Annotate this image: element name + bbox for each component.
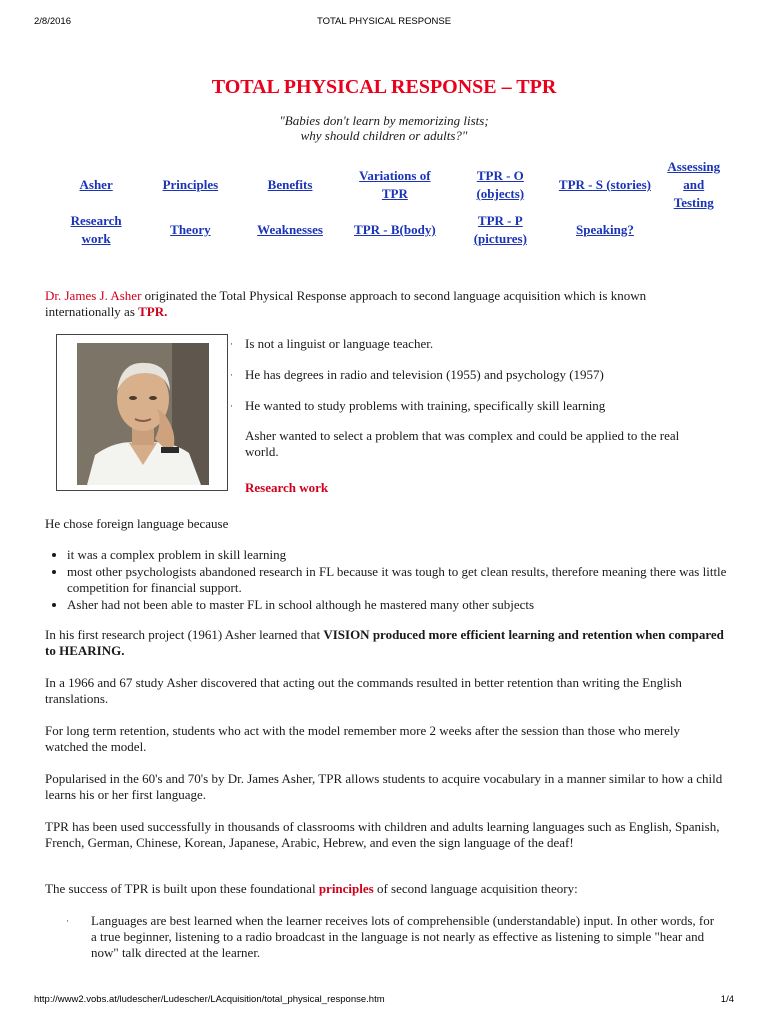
nav-link-benefits[interactable]: Benefits: [267, 177, 313, 192]
asher-photo-frame: [56, 334, 228, 491]
quote: [0, 113, 768, 143]
principles-intro-text-end: of second language acquisition theory:: [373, 881, 578, 896]
asher-photo: [77, 343, 209, 485]
principles-intro-text: The success of TPR is built upon these foundational: [45, 881, 319, 896]
print-title: TOTAL PHYSICAL RESPONSE: [316, 16, 452, 27]
page-title: TOTAL PHYSICAL RESPONSE – TPR: [211, 76, 557, 98]
nav-link-weaknesses[interactable]: Weaknesses: [257, 222, 323, 237]
asher-problem: Asher wanted to select a problem that was complex and could be applied to the real world.: [245, 428, 680, 459]
paragraph: In a 1966 and 67 study Asher discovered that acting out the commands resulted in better retention than writing the English translations.: [45, 675, 682, 706]
asher-name: Dr. James J. Asher: [45, 288, 142, 303]
intro-paragraph: [45, 288, 725, 320]
nav-link-theory[interactable]: Theory: [170, 222, 211, 237]
first-project-text: In his first research project (1961) Asher learned that: [45, 627, 324, 642]
asher-point-text: Is not a linguist or language teacher.: [245, 336, 434, 351]
bullet-dot: ·: [230, 339, 233, 349]
nav-link-asher[interactable]: Asher: [79, 177, 113, 192]
research-work-link[interactable]: Research work: [245, 480, 329, 495]
nav-link-tpr-objects[interactable]: TPR - O (objects): [476, 168, 525, 201]
list-item: • Asher had not been able to master FL in school although he mastered many other subjects: [67, 597, 747, 613]
asher-point: [230, 336, 710, 352]
paragraph: For long term retention, students who act with the model remember more 2 weeks after the session than those who merely watched the model.: [45, 723, 681, 754]
fl-intro: He chose foreign language because: [45, 516, 229, 531]
page-number: 1/4: [720, 994, 734, 1005]
quote-line-1: "Babies don't learn by memorizing lists;: [279, 113, 489, 128]
nav-link-tpr-body[interactable]: TPR - B(body): [354, 222, 436, 237]
asher-point: [230, 367, 710, 383]
paragraph: Popularised in the 60's and 70's by Dr. James Asher, TPR allows students to acquire vocabulary in a manner similar to how a child learns his or her first language.: [45, 771, 723, 802]
principles-link[interactable]: principles: [318, 881, 374, 896]
paragraph: TPR has been used successfully in thousands of classrooms with children and adults learning languages such as English, Spanish, French, German, Chinese, Korean, Japanese, Arabic, Hebrew, and even the sign language of the deaf!: [45, 819, 720, 850]
quote-line-2: why should children or adults?": [300, 128, 468, 143]
bullet-dot: ·: [230, 370, 233, 380]
print-date: 2/8/2016: [34, 16, 71, 27]
principle-text: Languages are best learned when the learner receives lots of comprehensible (understandable) input. In other words, for a true beginner, listening to a radio broadcast in the language is not nearly as effective as listening to simple "hear and now" talk directed at the learner.: [91, 913, 715, 960]
bullet-dot: ·: [230, 401, 233, 411]
topic-nav: [50, 158, 730, 248]
first-project-finding: VISION produced more efficient learning and retention when compared to HEARING.: [45, 627, 724, 658]
asher-point-text: He has degrees in radio and television (1955) and psychology (1957): [245, 367, 604, 382]
nav-link-research-work[interactable]: Research work: [70, 213, 122, 246]
fl-reasons-list: [45, 547, 747, 614]
first-project-paragraph: [45, 627, 725, 659]
intro-text: originated the Total Physical Response approach to second language acquisition which is known internationally as: [45, 288, 647, 319]
nav-link-principles[interactable]: Principles: [162, 177, 219, 192]
nav-link-assessing[interactable]: Assessing and Testing: [667, 159, 721, 210]
nav-link-variations[interactable]: Variations of TPR: [359, 168, 431, 201]
asher-point: [230, 398, 710, 414]
tpr-abbrev: TPR.: [138, 304, 168, 319]
page-url: http://www2.vobs.at/ludescher/Ludescher/LAcquisition/total_physical_response.htm: [34, 994, 385, 1005]
principles-intro: [45, 881, 725, 897]
list-item: • it was a complex problem in skill learning: [67, 547, 747, 563]
bullet-dot: ·: [66, 916, 69, 926]
list-item: • most other psychologists abandoned research in FL because it was tough to get clean results, therefore meaning there was little competition for financial support.: [67, 564, 747, 596]
nav-link-speaking[interactable]: Speaking?: [576, 222, 634, 237]
asher-point-text: He wanted to study problems with training, specifically skill learning: [245, 398, 606, 413]
nav-link-tpr-pictures[interactable]: TPR - P (pictures): [473, 213, 527, 246]
nav-link-tpr-stories[interactable]: TPR - S (stories): [558, 177, 651, 192]
